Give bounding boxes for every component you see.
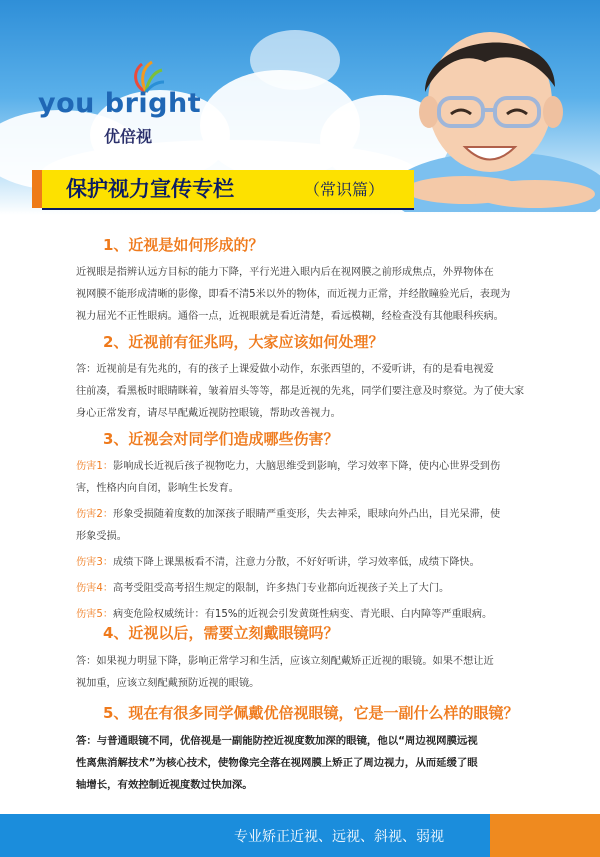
harm-tag: 伤害3： [76, 557, 114, 568]
harm-item-cont: 形象受损。 [76, 531, 127, 542]
answer-paragraph [76, 651, 526, 695]
question-heading: 4、近视以后，需要立刻戴眼镜吗？ [103, 624, 339, 642]
question-heading: 1、近视是如何形成的？ [103, 236, 264, 254]
text-line: 答：与普通眼镜不同，优倍视是一副能防控近视度数加深的眼镜，他以“周边视网膜远视 [76, 735, 478, 747]
column-subtitle: （常识篇） [304, 180, 385, 199]
text-line: 性离焦消解技术”为核心技术，使物像完全落在视网膜上矫正了周边视力，从而延缓了眼 [76, 757, 478, 769]
text-line: 答：近视前是有先兆的，有的孩子上课爱做小动作，东张西望的，不爱听讲，有的是看电视爱 [76, 364, 494, 375]
child-photo [385, 12, 600, 212]
text-line: 视加重，应该立刻配戴预防近视的眼镜。 [76, 678, 260, 689]
harm-text: 病变危险权威统计：有15%的近视会引发黄斑性病变、青光眼、白内障等严重眼病。 [113, 609, 493, 620]
footer-orange-block [490, 814, 600, 857]
column-title: 保护视力宣传专栏 [66, 177, 234, 201]
harm-tag: 伤害2： [76, 509, 114, 520]
cloud [250, 30, 340, 90]
harm-item [76, 552, 526, 574]
question-heading: 3、近视会对同学们造成哪些伤害？ [103, 430, 339, 448]
answer-paragraph [76, 262, 526, 328]
brand-name-en: you bright [38, 88, 202, 119]
harm-text: 高考受阻受高考招生规定的限制，许多热门专业都向近视孩子关上了大门。 [113, 583, 450, 594]
text-line: 往前凑，看黑板时眼睛眯着，皱着眉头等等，都是近视的先兆，同学们要注意及时察觉。为了使大家 [76, 386, 525, 397]
footer-slogan: 专业矫正近视、远视、斜视、弱视 [234, 829, 444, 845]
text-line: 视网膜不能形成清晰的影像，即看不清5米以外的物体，而近视力正常，并经散瞳验光后，表现为 [76, 289, 511, 300]
text-line: 视力屈光不正性眼病。通俗一点，近视眼就是看近清楚，看远模糊，经检查没有其他眼科疾病。 [76, 311, 504, 322]
harm-item [76, 578, 526, 600]
harm-item-cont: 害，性格内向自闭，影响生长发育。 [76, 483, 239, 494]
answer-paragraph [76, 730, 526, 796]
text-line: 身心正常发育，请尽早配戴近视防控眼镜，帮助改善视力。 [76, 408, 341, 419]
column-title-bar [42, 170, 414, 208]
harm-tag: 伤害5： [76, 609, 114, 620]
question-heading: 2、近视前有征兆吗，大家应该如何处理？ [103, 333, 384, 351]
question-heading: 5、现在有很多同学佩戴优倍视眼镜，它是一副什么样的眼镜？ [103, 704, 519, 722]
harm-text: 形象受损随着度数的加深孩子眼睛严重变形，失去神采，眼球向外凸出，目光呆滞，使 [113, 509, 501, 520]
harm-tag: 伤害4： [76, 583, 114, 594]
answer-paragraph [76, 359, 526, 425]
harm-text: 成绩下降上课黑板看不清，注意力分散，不好好听讲，学习效率低，成绩下降快。 [113, 557, 480, 568]
text-line: 近视眼是指辨认远方目标的能力下降，平行光进入眼内后在视网膜之前形成焦点，外界物体在 [76, 267, 494, 278]
brand-name-cn: 优倍视 [104, 127, 153, 146]
text-line: 答：如果视力明显下降，影响正常学习和生活，应该立刻配戴矫正近视的眼镜。如果不想让近 [76, 656, 494, 667]
footer-banner [0, 814, 600, 857]
text-line: 轴增长，有效控制近视度数过快加深。 [76, 779, 253, 791]
harm-item [76, 504, 526, 526]
harm-item [76, 456, 526, 478]
harm-tag: 伤害1： [76, 461, 114, 472]
harm-text: 影响成长近视后孩子视物吃力，大脑思维受到影响，学习效率下降，使内心世界受到伤 [113, 461, 501, 472]
harm-list [76, 456, 526, 626]
